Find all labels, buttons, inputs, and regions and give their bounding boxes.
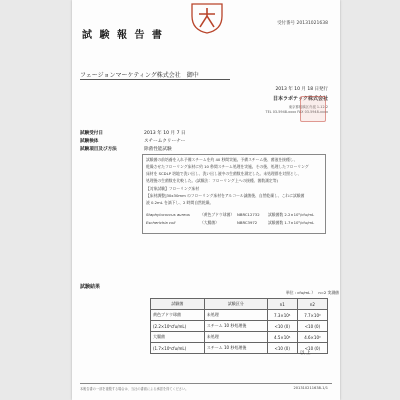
strain-conc: 試験菌数 2.2×10⁵/cfu/mL	[268, 212, 315, 217]
report-page	[72, 0, 340, 400]
items-label: 試験項目及び方法	[80, 147, 117, 152]
strain-jp: （大腸菌）	[200, 220, 219, 225]
strain-conc: 試験菌数 1.7×10⁵/cfu/mL	[268, 220, 315, 225]
items-value: 除菌性能試験	[144, 147, 172, 152]
issue-date: 2013 年 10 月 18 日発行	[275, 87, 328, 92]
table-header: n2	[297, 299, 327, 310]
strain-name: Escherichia coli	[146, 220, 176, 225]
table-header: 試験区分	[204, 299, 267, 310]
table-row	[151, 310, 328, 321]
issuer-address: 東京都板橋区舟渡 1-12-2	[288, 105, 328, 109]
table-cell: 4.6×10⁴	[297, 332, 327, 343]
table-cell: (2.2×10⁵cfu/mL)	[151, 321, 205, 332]
table-cell: 大腸菌	[151, 332, 205, 343]
table-cell: スチーム 10 秒処理後	[204, 343, 267, 354]
table-cell: 4.5×10⁴	[267, 332, 297, 343]
footer-note: 本報告書の一部を複製する場合は、当社の書面による承認を得てください。	[80, 387, 189, 391]
document-id: 201310211638-1/1	[293, 386, 328, 390]
method-line: 液 0.2mL を滴下し、2 時間自然乾燥。	[146, 200, 214, 205]
method-line: 【床材調整]30x30mm のフローリング床材をアルコール滅菌後、自然乾燥し、これに試験菌	[146, 193, 305, 198]
strain-code: NBRC12732	[237, 212, 260, 217]
issuer-phone: TEL 03-5948-xxxx FAX 03-5948-xxxx	[265, 110, 328, 114]
method-line: 試験菌の前培養を入れ予備スチームを約 40 秒間実施。予備スチーム後、菌液を接種し、	[146, 157, 298, 162]
strain-code: NBRC3972	[237, 220, 258, 225]
table-cell: 7.3×10⁴	[267, 310, 297, 321]
table-cell: 未処理	[204, 332, 267, 343]
sample-label: 試験検体	[80, 139, 99, 144]
table-row	[151, 321, 328, 332]
table-header: n1	[267, 299, 297, 310]
document-title: 試 験 報 告 書	[82, 30, 164, 41]
table-cell: <10 (0)	[267, 343, 297, 354]
table-cell: 黄色ブドウ球菌	[151, 310, 205, 321]
results-table	[150, 298, 328, 354]
table-header-row	[151, 299, 328, 310]
table-cell: 7.7×10⁴	[297, 310, 327, 321]
method-line: 床材を SCDLP 培地で洗い出し、洗い出し液中の生菌数を測定した。未処理群を対照とし、	[146, 171, 302, 176]
table-cell: <10 (0)	[297, 343, 327, 354]
method-line: 乾燥させたフローリング床材に約 10 秒間スチーム処理を実施。その後、処理したフローリング	[146, 164, 309, 169]
table-row	[151, 332, 328, 343]
issuer-company: 日本ラボテック株式会社	[272, 96, 328, 102]
strain-jp: （黄色ブドウ球菌）	[200, 212, 235, 217]
strain-name: Staphylococcus aureus	[146, 212, 190, 217]
client-underline	[80, 79, 230, 80]
sample-value: スチームクリーナー	[144, 139, 186, 144]
method-line: 処理後の生菌数を比較した。(試験法：フローリング上への接種、菌数測定等)	[146, 178, 278, 183]
results-title: 試験結果	[80, 284, 101, 290]
table-cell: (1.7×10⁵cfu/mL)	[151, 343, 205, 354]
table-cell: <10 (0)	[297, 321, 327, 332]
received-value: 2013 年 10 月 7 日	[144, 131, 186, 136]
emblem-logo-icon	[190, 2, 224, 34]
company-seal-stamp	[300, 96, 326, 122]
table-cell: <10 (0)	[267, 321, 297, 332]
table-cell: 未処理	[204, 310, 267, 321]
footer-divider	[80, 383, 332, 384]
end-mark: 以 上	[300, 351, 311, 356]
received-label: 試験受付日	[80, 131, 103, 136]
client-name: フェージョンマーケティング株式会社 御中	[80, 72, 199, 79]
unit-note: 単位 : cfu/mL ） n=2 実測値	[286, 290, 339, 295]
method-line: 【対象試験】フローリング床材	[146, 186, 200, 191]
receipt-number: 受付番号 20131021638	[277, 21, 328, 26]
table-header: 試験菌	[151, 299, 205, 310]
table-cell: スチーム 10 秒処理後	[204, 321, 267, 332]
